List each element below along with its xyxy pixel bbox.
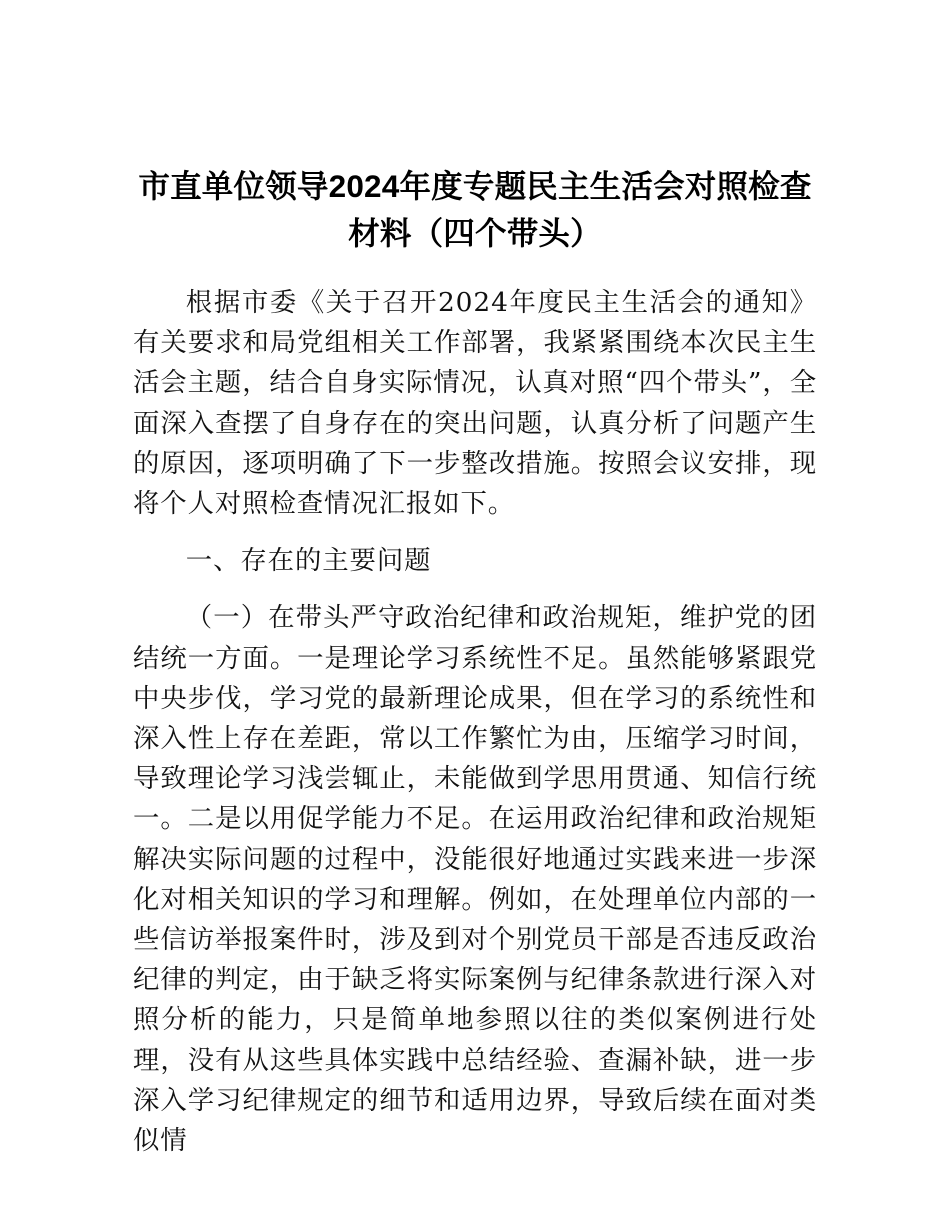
page-title: 市直单位领导2024年度专题民主生活会对照检查材料（四个带头） bbox=[138, 168, 812, 251]
page-body bbox=[133, 0, 817, 1163]
section-heading-level-1: 一、存在的主要问题 bbox=[185, 545, 432, 577]
subsection-heading-level-2: （一）在带头严守政治纪律和政治规矩，维护党的团结统一方面。一是理论学习系统性不足。虽然能够紧跟党中央步伐，学习党的最新理论成果，但在学习的系统性和深入性上存在差距，常以工作繁忙为由，压缩学习时间，导致理论学习浅尝辄止，未能做到学思用贯通、知信行统一。二是以用促学能力不足。在运用政治纪律和政治规矩解决实际问题的过程中，没能很好地通过实践来进一步深化对相关知识的学习和理解。例如，在处理单位内部的一些信访举报案件时，涉及到对个别党员干部是否违反政治纪律的判定，由于缺乏将实际案例与纪律条款进行深入对照分析的能力，只是简单地参照以往的类似案例进行处理，没有从这些具体实践中总结经验、查漏补缺，进一步深入学习纪律规定的细节和适用边界，导致后续在面对类似情 bbox=[133, 602, 817, 1157]
page-bottom-spacer bbox=[133, 1161, 817, 1163]
opening-paragraph: 根据市委《关于召开2024年度民主生活会的通知》有关要求和局党组相关工作部署，我紧紧围绕本次民主生活会主题，结合自身实际情况，认真对照“四个带头”，全面深入查摆了自身存在的突出问题，认真分析了问题产生的原因，逐项明确了下一步整改措施。按照会议安排，现将个人对照检查情况汇报如下。 bbox=[133, 287, 817, 520]
